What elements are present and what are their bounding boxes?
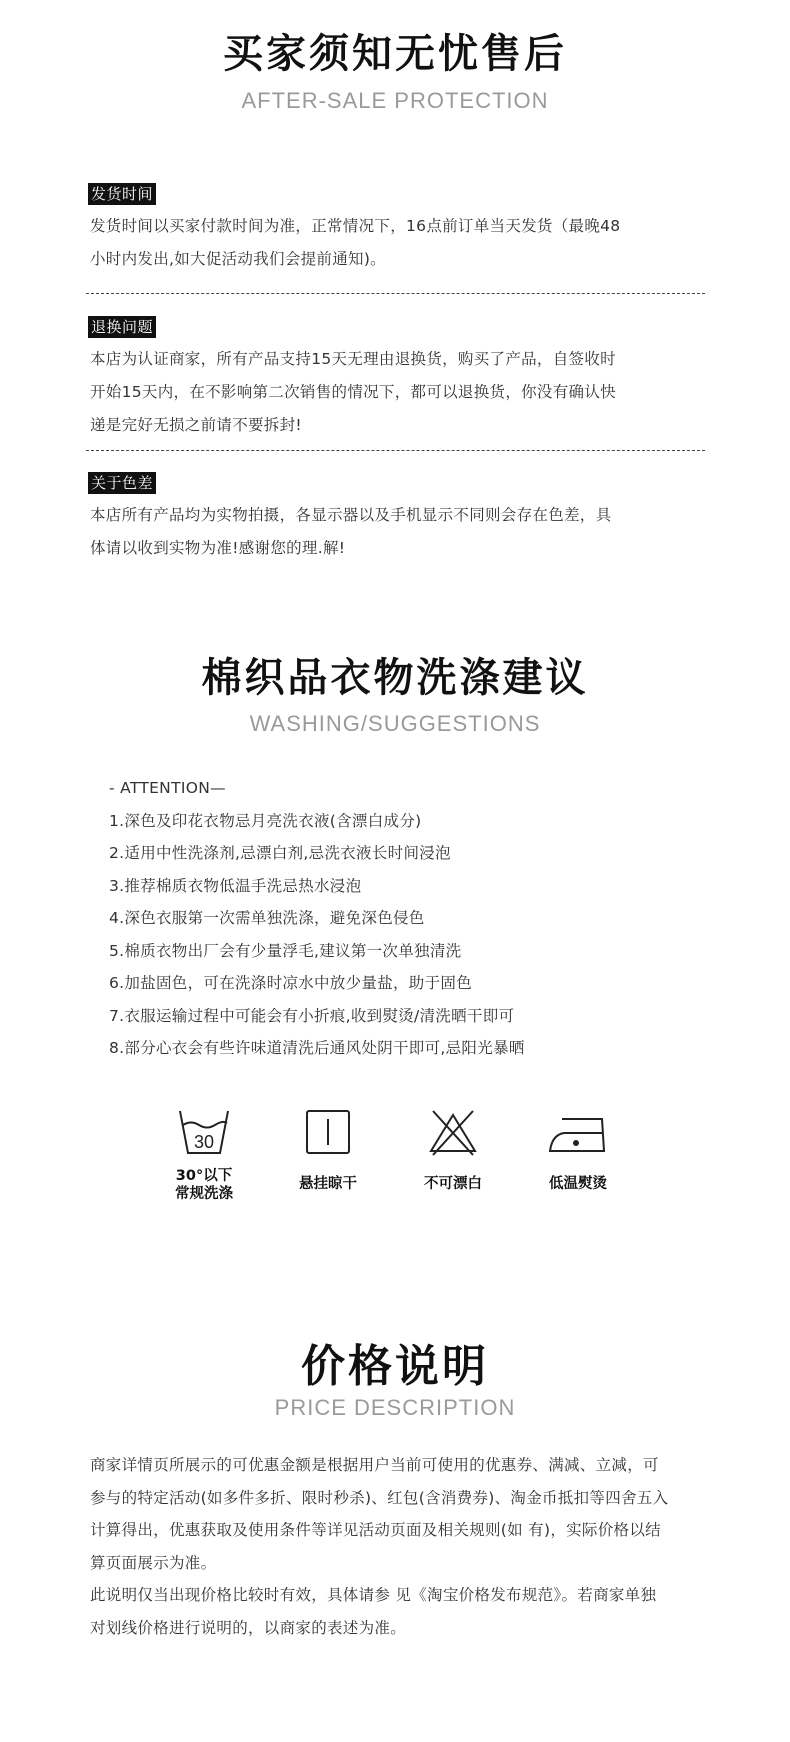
divider [86,450,705,451]
low-iron-icon [546,1107,610,1159]
paragraph-line: 对划线价格进行说明的，以商家的表述为准。 [90,1618,407,1637]
paragraph-line: 开始15天内，在不影响第二次销售的情况下，都可以退换货，你没有确认快 [90,383,616,401]
section1-title: 买家须知无忧售后 [223,31,567,77]
care-label: 不可漂白 [424,1176,482,1192]
care-hang-dry [283,1107,373,1193]
attention-heading: - ATTENTION— [109,779,226,797]
care-low-iron [533,1107,623,1193]
returns-text [90,343,705,442]
paragraph-line: 此说明仅当出现价格比较时有效，具体请参 见《淘宝价格发布规范》。若商家单独 [90,1586,657,1604]
care-label-line: 常规洗涤 [175,1186,233,1202]
paragraph-line: 发货时间以买家付款时间为准，正常情况下，16点前订单当天发货（最晚48 [90,217,621,235]
divider [86,293,705,294]
list-item: 1.深色及印花衣物忌月亮洗衣液(含漂白成分) [109,811,422,830]
list-item: 7.衣服运输过程中可能会有小折痕,收到熨烫/清洗晒干即可 [109,1006,515,1025]
section2-subtitle: WASHING/SUGGESTIONS [249,711,541,736]
price-description-text [90,1449,705,1644]
tag-shipping-time: 发货时间 [88,183,156,205]
paragraph-line: 计算得出，优惠获取及使用条件等详见活动页面及相关规则(如 有)，实际价格以结 [90,1521,661,1539]
wash-temperature: 30 [193,1132,215,1152]
paragraph-line: 递是完好无损之前请不要拆封! [90,416,302,434]
paragraph-line: 小时内发出,如大促活动我们会提前通知)。 [90,250,386,268]
paragraph-line: 商家详情页所展示的可优惠金额是根据用户当前可使用的优惠券、满减、立减，可 [90,1456,659,1474]
list-item: 6.加盐固色，可在洗涤时凉水中放少量盐，助于固色 [109,974,472,992]
hang-dry-icon [302,1107,354,1159]
care-label-line: 30°以下 [175,1168,233,1184]
color-difference-text [90,499,705,565]
paragraph-line: 参与的特定活动(如多件多折、限时秒杀)、红包(含消费券)、淘金币抵扣等四舍五入 [90,1488,669,1507]
section3-title: 价格说明 [301,1341,489,1392]
wash-30-icon [174,1107,234,1159]
list-item: 2.适用中性洗涤剂,忌漂白剂,忌洗衣液长时间浸泡 [109,844,451,862]
list-item: 4.深色衣服第一次需单独洗涤，避免深色侵色 [109,909,425,927]
paragraph-line: 本店所有产品均为实物拍摄，各显示器以及手机显示不同则会存在色差，具 [90,506,612,524]
tag-color-difference: 关于色差 [88,472,156,494]
list-item: 3.推荐棉质衣物低温手洗忌热水浸泡 [109,876,362,895]
section1-subtitle: AFTER-SALE PROTECTION [241,88,549,113]
washing-list [109,772,525,1065]
section3-subtitle: PRICE DESCRIPTION [274,1395,516,1420]
care-label: 低温熨烫 [549,1176,607,1192]
no-bleach-icon [425,1107,481,1159]
care-wash-30 [159,1107,249,1203]
care-label: 悬挂晾干 [299,1176,357,1192]
tag-returns: 退换问题 [88,316,156,338]
care-no-bleach [408,1107,498,1193]
paragraph-line: 本店为认证商家，所有产品支持15天无理由退换货，购买了产品，自签收时 [90,350,616,368]
care-label [159,1167,249,1203]
shipping-time-text [90,210,705,276]
section2-title: 棉织品衣物洗涤建议 [201,655,589,701]
list-item: 8.部分心衣会有些许味道清洗后通风处阴干即可,忌阳光暴晒 [109,1039,525,1057]
paragraph-line: 体请以收到实物为准!感谢您的理.解! [90,539,346,557]
list-item: 5.棉质衣物出厂会有少量浮毛,建议第一次单独清洗 [109,941,462,960]
paragraph-line: 算页面展示为准。 [90,1553,217,1572]
